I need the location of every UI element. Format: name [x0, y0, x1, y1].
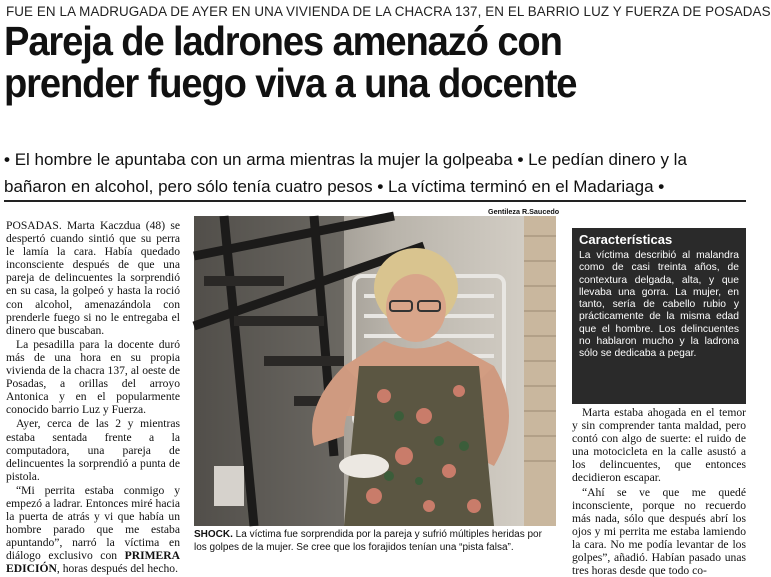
headline-line-1: Pareja de ladrones amenazó con [4, 18, 562, 64]
deck-item-2: Le pedían dinero y la bañaron en alcohol, pero sólo tenía cuatro pesos [4, 150, 687, 196]
paragraph [6, 219, 180, 337]
article-column-1 [6, 219, 181, 576]
newspaper-brand: PRIMERA EDICIÓN [6, 549, 181, 576]
paragraph: Ayer, cerca de las 2 y mientras estaba sentada frente a la computadora, una pareja de delincuentes la sorprendió a punta de pistola. [6, 417, 180, 483]
paragraph-text: Marta Kaczdua (48) se despertó cuando sintió que su perra le lamía la cara. Había quedado inconsciente después de que una pareja de delincuentes la sorprendió en su casa, la golpeó y hasta la roció con alcohol, amenazándola con prenderle fuego si no le entregaba el dinero que buscaban. [6, 219, 180, 337]
paragraph: Marta estaba ahogada en el temor y sin comprender tanta maldad, pero contó con algo de suerte: el ruido de una motocicleta en la calle asustó a los delincuentes, que entonces decidieron escapar. [572, 406, 746, 485]
sidebar-box [572, 228, 746, 404]
caption-lead: SHOCK. [194, 529, 233, 540]
article-column-3 [572, 404, 746, 577]
headline [4, 20, 696, 104]
deck-bullet: • [4, 150, 10, 169]
headline-line-2: prender fuego viva a una docente [4, 60, 577, 106]
photo-credit: Gentileza R.Saucedo [488, 207, 560, 216]
deck-bullet: • [517, 150, 524, 169]
paragraph: La pesadilla para la docente duró más de una hora en su propia vivienda de la chacra 137, al oeste de Posadas, a orillas del arroyo Antonica y en el popularmente conocido barrio Luz y Fuerza. [6, 337, 180, 417]
paragraph [6, 484, 180, 576]
paragraph: “Ahí se ve que me quedé inconsciente, porque no recuerdo más nada, sólo que después abrí los ojos y mi perrita me estaba lamiendo la cara. No me podía levantar de los golpes”, añadió. Habían pasado unas tres horas desde que todo co- [572, 485, 746, 577]
sidebar-text: La víctima describió al malandra como de casi treinta años, de contextura delgada, alta, y que llevaba una gorra. La mujer, en tanto, sería de cabello rubio y prácticamente de la misma edad que el hombre. Los delincuentes no hablaron mucho y la ladrona sólo se dedicaba a pegar. [579, 250, 739, 360]
paragraph-text: , horas después del hecho. [56, 562, 178, 576]
deck-item-1: El hombre le apuntaba con un arma mientras la mujer la golpeaba [14, 150, 513, 169]
deck-bullet: • [377, 177, 384, 196]
dateline: POSADAS. [6, 219, 62, 232]
victim-photo-illustration [194, 216, 556, 526]
deck-item-3: La víctima terminó en el Madariaga [388, 177, 654, 196]
deck [4, 146, 748, 200]
sidebar-title: Características [579, 232, 673, 247]
divider-rule [4, 200, 746, 202]
paragraph-text: “Mi perrita estaba conmigo y empezó a ladrar. Entonces miré hacia la puerta de atrás y vi que había un hombre parado que me estaba apuntando”, narró la víctima en diálogo exclusivo con [6, 483, 180, 563]
kicker: FUE EN LA MADRUGADA DE AYER EN UNA VIVIENDA DE LA CHACRA 137, EN EL BARRIO LUZ Y FUERZA DE POSADAS [6, 4, 771, 19]
caption-text: La víctima fue sorprendida por la pareja y sufrió múltiples heridas por los golpes de la mujer. Se cree que los forajidos tenían una “pista falsa”. [194, 529, 542, 553]
photo-caption [194, 529, 556, 554]
deck-bullet: • [658, 177, 665, 196]
news-photo [194, 216, 556, 526]
